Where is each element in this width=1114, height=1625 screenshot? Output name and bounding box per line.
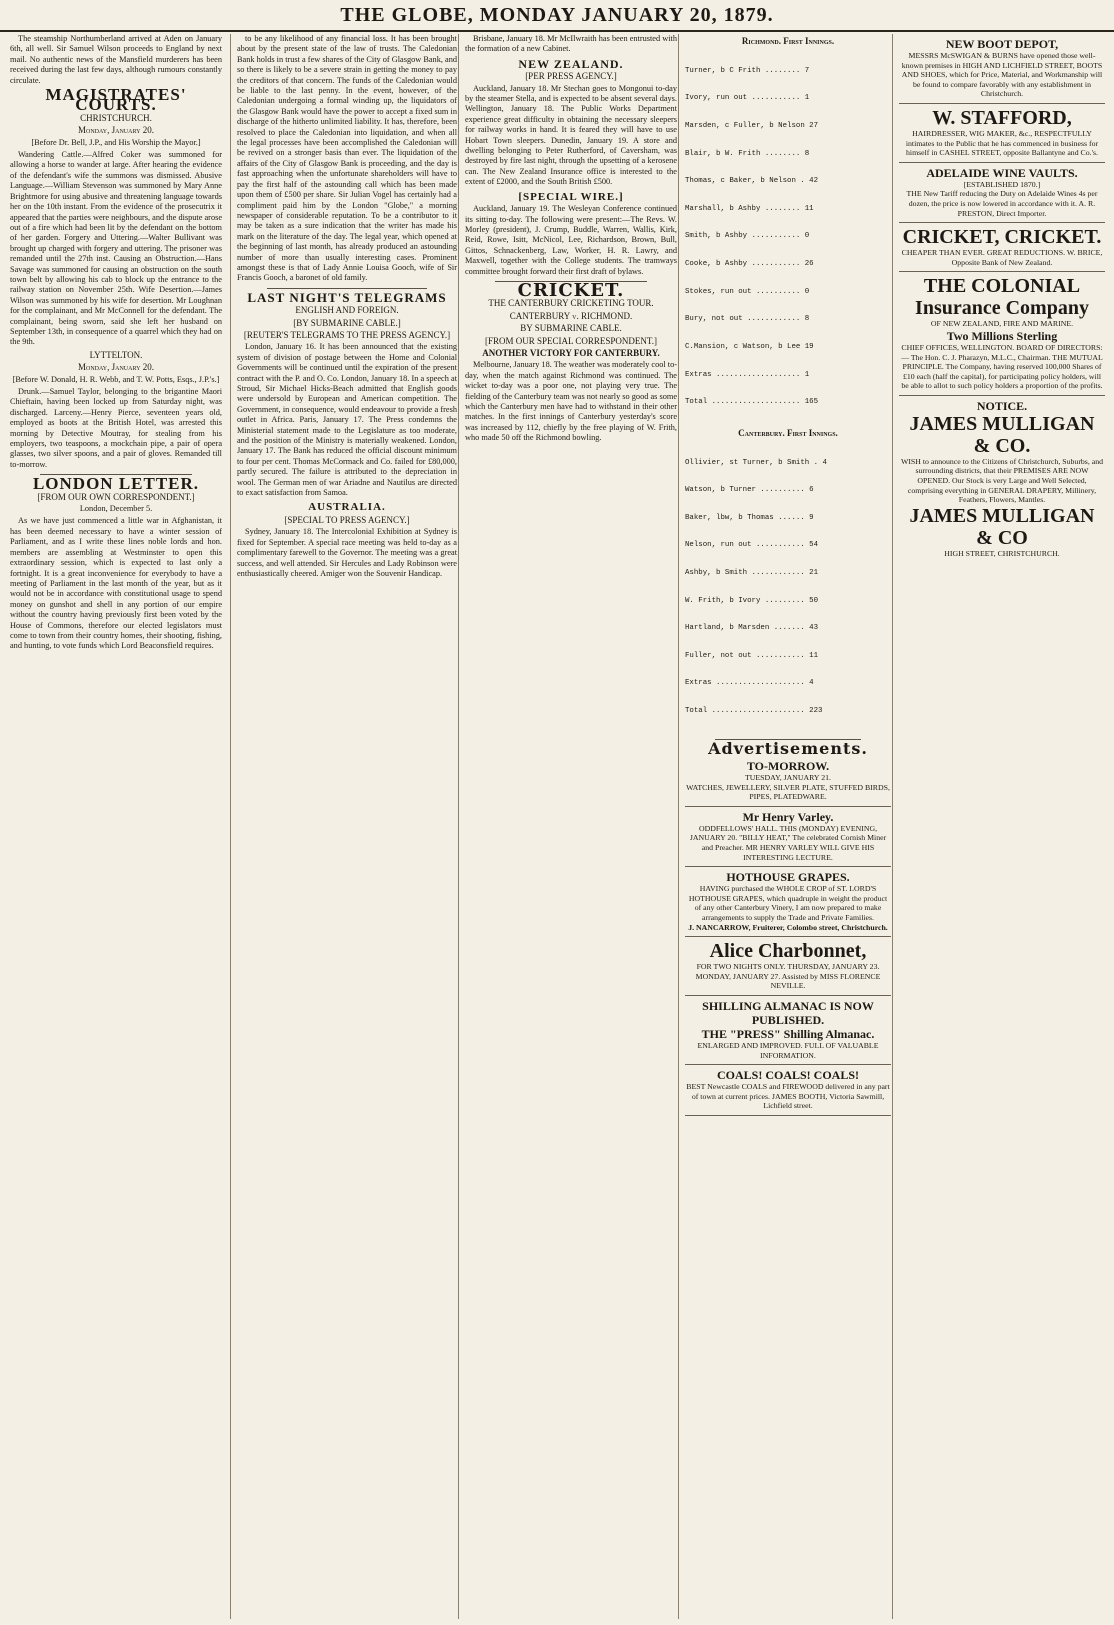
australia-heading: AUSTRALIA. — [308, 501, 386, 514]
court2-date: Monday, January 20. — [78, 362, 154, 373]
boot-depot-title: NEW BOOT DEPOT, — [945, 37, 1059, 51]
mulligan-notice: NOTICE. — [976, 398, 1028, 413]
telegrams-text: London, January 16. It has been announced that the existing system of division of postage between the Home and Colonial Governments will be continued until the expiration of the present contract with the P. and O. Co. London, January 18. In a speech at Stroud, Sir Michael Hicks-Beach admitted that English goods were undersold by European and American competition. The Government, in consequence, would endeavour to provide a fresh outlet in Africa. Paris, January 17. The Press condemns the Ministerial statement made to the Legislature as too moderate, and the position of the Ministry is materially weakened. London, January 17. The Bank has reduced the official discount minimum to four per cent. Thomas McCormack and Co. failed for £80,000, partly secured. The failure is attributed to the depreciation in wool. The German men of war Ariadne and Nautilus are directed to exact satisfaction from Samoa. — [237, 342, 457, 498]
new-zealand-sub: [PER PRESS AGENCY.] — [525, 71, 617, 82]
stafford-title: W. STAFFORD, — [932, 106, 1072, 129]
score-line: Stokes, run out .......... 0 — [685, 287, 810, 296]
grapes-body: HAVING purchased the WHOLE CROP of ST. LORD'S HOTHOUSE GRAPES, which quadruple in weight the product of any other Canterbury Vinery, I am now prepared to make arrangements to supply the Trade and Private Families. — [688, 884, 888, 922]
score-line: Extras ................... 1 — [685, 370, 810, 379]
score-line: Marshall, b Ashby ........ 11 — [685, 204, 814, 213]
magistrates-heading: MAGISTRATES' COURTS. — [45, 85, 187, 115]
insurance-title: THE COLONIAL Insurance Company — [915, 275, 1089, 320]
wine-title: ADELAIDE WINE VAULTS. — [926, 165, 1078, 180]
score-line: Fuller, not out ........... 11 — [685, 651, 819, 660]
new-zealand-text: Auckland, January 18. Mr Stechan goes to Mongonui to-day by the steamer Stella, and is expected to be absent several days. Wellington, January 18. The Public Works Department experience great difficulty in obtaining the necessary sleepers for railway works in hand. It is feared they will have to use Hobart Town sleepers. Dunedin, January 19. A store and dwelling belonging to Peter Rutherford, of Caversham, was destroyed by fire last night, through the upsetting of a kerosene can. The New Zealand Insurance office is interested to the extent of £2000, and the South British £500. — [465, 83, 677, 187]
column-4 — [678, 34, 897, 1619]
score-line: W. Frith, b Ivory ......... 50 — [685, 596, 819, 605]
insurance-body: CHIEF OFFICES, WELLINGTON. BOARD OF DIRECTORS:— The Hon. C. J. Pharazyn, M.L.C., Chairman. THE MUTUAL PRINCIPLE. The Company, having reserved 100,000 Shares of £10 each (half the capital), for participating policy holders, will be able to allot to such policy holders a proportion of the profits. — [901, 342, 1103, 391]
brisbane-text: Brisbane, January 18. Mr McIlwraith has been entrusted with the formation of a new Cabinet. — [465, 34, 677, 54]
column-1 — [10, 34, 228, 1619]
almanac-sub: THE "PRESS" Shilling Almanac. — [701, 1026, 875, 1041]
score-line: Turner, b C Frith ........ 7 — [685, 66, 810, 75]
score-line: Total .................... 165 — [685, 398, 819, 407]
intro-paragraph: The steamship Northumberland arrived at Aden on January 6th, all well. Sir Samuel Wilson proceeds to England by next mail. No authentic news of the Mansfield murderers has been received during the last few days, although rumours constantly circulate. — [10, 34, 222, 85]
cricket-sub-victory: ANOTHER VICTORY FOR CANTERBURY. — [482, 347, 660, 358]
charbonnet-advertisement — [685, 937, 891, 996]
canterbury-scores-title: Canterbury. First Innings. — [738, 427, 838, 438]
canterbury-scores — [685, 440, 891, 735]
varley-advertisement — [685, 807, 891, 867]
court1-place: CHRISTCHURCH. — [80, 112, 152, 123]
masthead: THE GLOBE, MONDAY JANUARY 20, 1879. — [0, 0, 1114, 32]
score-line: Ashby, b Smith ............ 21 — [685, 568, 819, 577]
london-letter-text: As we have just commenced a little war in Afghanistan, it has been deemed necessary to have a winter session of Parliament, and as I write these lines noble lords and hon. members are assembling at Westminster to open this extraordinary session, which is expected to last only a fortnight. It is a great inconvenience for everybody to have a meeting of Parliament in the last month of the year, but as it would not be in accordance with constitutional usage to spend money on gunshot and shell in any portion of our empire without the country having previously first been voted by the House of Commons, therefore our elected legislators must come to town from their country homes, their shooting, fishing, and hunting, to vote funds which Lord Beaconsfield requires. — [10, 516, 222, 651]
court1-date: Monday, January 20. — [78, 125, 154, 136]
mulligan-name: JAMES MULLIGAN & CO. — [909, 412, 1095, 457]
cricket-sub-correspondent: [FROM OUR SPECIAL CORRESPONDENT.] — [484, 335, 658, 346]
cricket-heading: CRICKET. — [517, 279, 625, 301]
cricket-goods-advertisement — [899, 223, 1105, 272]
score-line: Thomas, c Baker, b Nelson . 42 — [685, 177, 819, 186]
wine-advertisement — [899, 163, 1105, 223]
almanac-title: SHILLING ALMANAC IS NOW PUBLISHED. — [702, 998, 874, 1027]
boot-depot-body: MESSRS McSWIGAN & BURNS have opened those well-known premises in HIGH AND LICHFIELD STREET, BOOTS AND SHOES, which for Price, Material, and Workmanship will be found to compare favorably with any establishment in Christchurch. — [901, 51, 1103, 99]
london-letter-date: London, December 5. — [79, 504, 153, 514]
mulligan-address: HIGH STREET, CHRISTCHURCH. — [944, 548, 1060, 558]
varley-title: Mr Henry Varley. — [742, 809, 834, 824]
column-3 — [458, 34, 683, 1619]
cricket-sub-cable: BY SUBMARINE CABLE. — [520, 323, 622, 334]
special-wire-heading: [SPECIAL WIRE.] — [518, 190, 624, 203]
auction-title: TO-MORROW. — [746, 759, 830, 774]
column-5 — [892, 34, 1105, 1619]
london-letter-heading: LONDON LETTER. — [32, 474, 200, 494]
score-line: Nelson, run out ........... 54 — [685, 541, 819, 550]
score-line: Extras .................... 4 — [685, 679, 814, 688]
almanac-body: ENLARGED AND IMPROVED. FULL OF VALUABLE INFORMATION. — [697, 1040, 879, 1060]
stafford-advertisement — [899, 104, 1105, 163]
score-line: Total ..................... 223 — [685, 707, 823, 716]
charbonnet-title: Alice Charbonnet, — [709, 940, 867, 963]
cricket-goods-title: CRICKET, CRICKET. — [902, 226, 1102, 249]
new-zealand-heading: NEW ZEALAND. — [518, 56, 624, 71]
australia-sub: [SPECIAL TO PRESS AGENCY.] — [284, 514, 410, 525]
special-wire-text: Auckland, January 19. The Wesleyan Conference continued its sitting to-day. The following were present:—The Revs. W. Morley (president), J. Crump, Buddle, Warren, Wallis, Kirk, Reid, Rowe, Isitt, McNicol, Lee, Richardson, Brown, Bull, Gittos, Schnackenberg, Law, Worker, H. R. Lawry, and Maxwell, together with the College students. The tramways committee brought forward their first draft of bylaws. — [465, 204, 677, 276]
cricket-sub-tour: THE CANTERBURY CRICKETING TOUR. — [488, 298, 654, 309]
charbonnet-body: FOR TWO NIGHTS ONLY. THURSDAY, JANUARY 23. MONDAY, JANUARY 27. Assisted by MISS FLORENCE NEVILLE. — [695, 962, 881, 991]
score-line: Bury, not out ............ 8 — [685, 315, 810, 324]
score-line: Smith, b Ashby ........... 0 — [685, 232, 810, 241]
australia-text: Sydney, January 18. The Intercolonial Exhibition at Sydney is fixed for September. A special race meeting was held to-day as a complimentary farewell to the Governor. The meeting was a great success, and well attended. Sir Hercules and Lady Robinson were enthusiastically cheered. Amiger won the Souvenir Handicap. — [237, 527, 457, 578]
stafford-body: HAIRDRESSER, WIG MAKER, &c., RESPECTFULLY intimates to the Public that he has commenced in business for himself in CASHEL STREET, opposite Ballantyne and Co.'s. — [905, 128, 1099, 158]
auction-advertisement — [685, 756, 891, 807]
court2-text: Drunk.—Samuel Taylor, belonging to the brigantine Maori Chieftain, having been locked up from Saturday night, was discharged. Larceny.—Henry Pierce, seventeen years old, employed as boots at the British Hotel, was arrested this morning by Detective Moutray, for stealing from his employers, two teaspoons, a mockchain pipe, a pair of opera glasses, two silver spoons, and a pair of gloves. Remanded till to-morrow. — [10, 387, 222, 469]
telegrams-sub-english: ENGLISH AND FOREIGN. — [295, 305, 399, 316]
london-letter-from: [FROM OUR OWN CORRESPONDENT.] — [37, 491, 195, 502]
richmond-scores — [685, 48, 891, 425]
score-line: Cooke, b Ashby ........... 26 — [685, 260, 814, 269]
grapes-sign: J. NANCARROW, Fruiterer, Colombo street, Christchurch. — [688, 922, 888, 932]
score-line: Ollivier, st Turner, b Smith . 4 — [685, 458, 827, 467]
score-line: Watson, b Turner .......... 6 — [685, 486, 814, 495]
columns — [10, 34, 1104, 1619]
grapes-title: HOTHOUSE GRAPES. — [726, 870, 850, 885]
wine-sub: [ESTABLISHED 1870.] — [963, 179, 1041, 189]
score-line: C.Mansion, c Watson, b Lee 19 — [685, 342, 814, 351]
grapes-advertisement — [685, 867, 891, 937]
mulligan-footer: JAMES MULLIGAN & CO — [909, 504, 1095, 549]
advertisements-heading: Advertisements. — [708, 738, 868, 758]
auction-date: TUESDAY, JANUARY 21. — [745, 773, 831, 783]
score-line: Ivory, run out ........... 1 — [685, 94, 810, 103]
auction-body: WATCHES, JEWELLERY, SILVER PLATE, STUFFED BIRDS, PIPES, PLATEDWARE. — [686, 782, 890, 802]
mulligan-body: WISH to announce to the Citizens of Christchurch, Suburbs, and surrounding districts, that their PREMISES ARE NOW OPENED. Our Stock is very Large and Well Selected, comprising everything in GENERAL DRAPERY, Millinery, Feathers, Flowers, Mantles. — [900, 456, 1104, 505]
score-line: Blair, b W. Frith ........ 8 — [685, 149, 810, 158]
score-line: Baker, lbw, b Thomas ...... 9 — [685, 513, 814, 522]
mulligan-advertisement — [899, 396, 1105, 563]
coals-body: BEST Newcastle COALS and FIREWOOD delivered in any part of town at current prices. JAMES BOOTH, Victoria Sawmill, Lichfield street. — [686, 1082, 890, 1111]
score-line: Marsden, c Fuller, b Nelson 27 — [685, 122, 819, 131]
telegrams-heading: LAST NIGHT'S TELEGRAMS — [247, 289, 447, 305]
court2-bench: [Before W. Donald, H. R. Webb, and T. W. Potts, Esqs., J.P.'s.] — [12, 374, 220, 384]
banking-text: to be any likelihood of any financial loss. It has been brought about by the present state of the law of trusts. The Caledonian Bank holds in trust a few shares of the City of Glasgow Bank, and so there is likely to be a severe strain in getting the money to pay the creditors of that concern. The funds of the Caledonian would be liable to the last penny. In the event, however, of the Caledonian undergoing a formal winding up, the liquidators of the Glasgow Bank would have the power to accept a fixed sum in discharge of the hitherto unlimited liability. It has, therefore, been resolved to place the Caledonian into liquidation, and when all the legal processes have been accomplished the Caledonian will be revived on a stronger basis than ever. The liquidation of the affairs of the City of Glasgow Bank is proceeding, and the day is fast approaching when the unfortunate shareholders will have to pay the first half of the astounding call which has been made upon them of £500 per share. Sir Julian Vogel has certainly had a compliment paid him by the London "Globe," a morning newspaper of considerable reputation. To be a contributor to it may be taken as a sure indication that the writer has made his mark on the literature of the day. The legal year, which opened at the beginning of last month, has already produced an astounding number of more than usually interesting cases. Prominent amongst these is that of Lady Annie Louisa Gooch, wife of Sir Francis Gooch, a baronet of old family. — [237, 34, 457, 283]
column-2 — [230, 34, 463, 1619]
court1-bench: [Before Dr. Bell, J.P., and His Worship the Mayor.] — [31, 137, 201, 147]
divider — [267, 288, 427, 289]
insurance-advertisement — [899, 272, 1105, 396]
court1-text: Wandering Cattle.—Alfred Coker was summoned for allowing a horse to wander at large. After hearing the evidence of the defendant's wife the summons was dismissed. Abusive Language.—William Stevenson was summoned by Mary Anne Brightmore for using abusive and threatening language towards her on the 10th instant. From the evidence of the prosecutrix it appeared that the parties were neighbours, and the dispute arose out of a fire which had been lit by the defendant on the bottom of her garden. Forgery and Uttering.—Walter Bullivant was brought up charged with forgery and uttering. The prisoner was remanded until the 27th inst. Causing an Obstruction.—Hans Savage was summoned for causing an obstruction on the south town belt by allowing his cab to block up the entrance to the railway station on November 25th. Wife Desertion.—James Wilson was summoned by his wife for desertion. Mr Loughnan for the complainant, and Mr McConnell for the defendant. The complainant, being sworn, said she left her husband on September 13th, in consequence of a quarrel which they had on the 9th. — [10, 150, 222, 347]
almanac-advertisement — [685, 996, 891, 1065]
insurance-capital: Two Millions Sterling — [946, 328, 1058, 343]
coals-advertisement — [685, 1065, 891, 1116]
coals-title: COALS! COALS! COALS! — [716, 1068, 860, 1083]
richmond-scores-title: Richmond. First Innings. — [741, 36, 835, 46]
telegrams-sub-cable: [BY SUBMARINE CABLE.] — [293, 317, 401, 328]
boot-depot-advertisement — [899, 34, 1105, 104]
wine-body: THE New Tariff reducing the Duty on Adelaide Wines 4s per dozen, the price is now lowered in accordance with it. A. R. PRESTON, Direct Importer. — [906, 189, 1098, 218]
insurance-sub: OF NEW ZEALAND, FIRE AND MARINE. — [930, 319, 1074, 329]
cricket-goods-body: CHEAPER THAN EVER. GREAT REDUCTIONS. W. BRICE, Opposite Bank of New Zealand. — [901, 248, 1103, 267]
cricket-text: Melbourne, January 18. The weather was moderately cool to-day, when the match against Richmond was continued. The wicket to-day was a poor one, not playing very true. The fielding of the Canterbury team was not nearly so good as some which the Canterbury men have had to withstand in their other matches. In the first innings of Canterbury yesterday's score was increased by 112, chiefly by the free playing of W. Frith, who made 50 off the Richmond bowling. — [465, 360, 677, 443]
varley-body: ODDFELLOWS' HALL. THIS (MONDAY) EVENING, JANUARY 20. "BILLY HEAT," The celebrated Cornish Miner and Preacher. MR HENRY VARLEY WILL GIVE HIS INTERESTING LECTURE. — [689, 823, 887, 862]
court2-place: LYTTELTON. — [89, 349, 143, 360]
telegrams-sub-reuter: [REUTER'S TELEGRAMS TO THE PRESS AGENCY.] — [243, 329, 451, 340]
score-line: Hartland, b Marsden ....... 43 — [685, 624, 819, 633]
cricket-sub-match: CANTERBURY v. RICHMOND. — [509, 310, 633, 321]
